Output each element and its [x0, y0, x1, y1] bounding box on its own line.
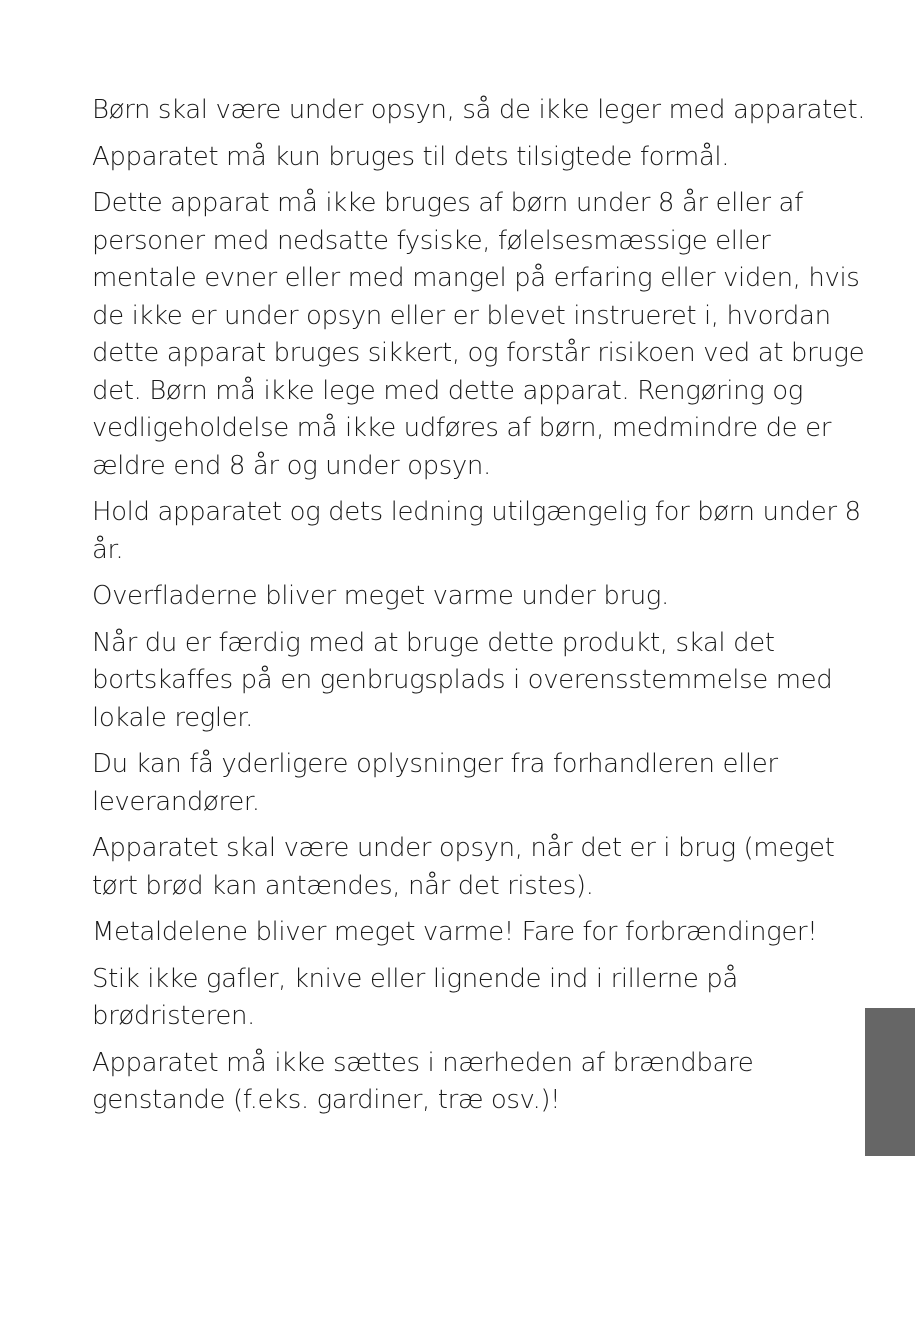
paragraph-disposal: Når du er færdig med at bruge dette produkt, skal det bortskaffes på en genbrugsplads i overensstemmelse med lokale regler.: [92, 627, 833, 733]
paragraph-supervise-use: Apparatet skal være under opsyn, når det er i brug (meget tørt brød kan antændes, når det ristes).: [92, 833, 835, 901]
section-side-tab: [865, 1008, 915, 1156]
paragraph-intended-use: Apparatet må kun bruges til dets tilsigtede formål.: [92, 141, 730, 172]
paragraph-more-info: Du kan få yderligere oplysninger fra forhandleren eller leverandører.: [92, 749, 778, 817]
paragraph-cord-access: Hold apparatet og dets ledning utilgængelig for børn under 8 år.: [92, 497, 861, 565]
paragraph-no-utensils: Stik ikke gafler, knive eller lignende ind i rillerne på brødristeren.: [92, 963, 738, 1031]
paragraph-flammable-objects: Apparatet må ikke sættes i nærheden af brændbare genstande (f.eks. gardiner, træ osv.)!: [92, 1047, 754, 1115]
paragraph-metal-parts: Metaldelene bliver meget varme! Fare for forbrændinger!: [92, 917, 818, 947]
paragraph-child-supervision: Børn skal være under opsyn, så de ikke leger med apparatet.: [92, 95, 866, 125]
paragraph-age-restriction: Dette apparat må ikke bruges af børn under 8 år eller af personer med nedsatte fysiske, følelsesmæssige eller mentale evner eller med mangel på erfaring eller viden, hvis de ikke er under opsyn eller er blevet instrueret i, hvordan dette apparat bruges sikkert, og forstår risikoen ved at bruge det. Børn må ikke lege med dette apparat. Rengøring og vedligeholdelse må ikke udføres af børn, medmindre de er ældre end 8 år og under opsyn.: [92, 188, 865, 481]
paragraph-hot-surfaces: Overfladerne bliver meget varme under brug.: [92, 581, 669, 611]
safety-instructions: [92, 92, 872, 1129]
